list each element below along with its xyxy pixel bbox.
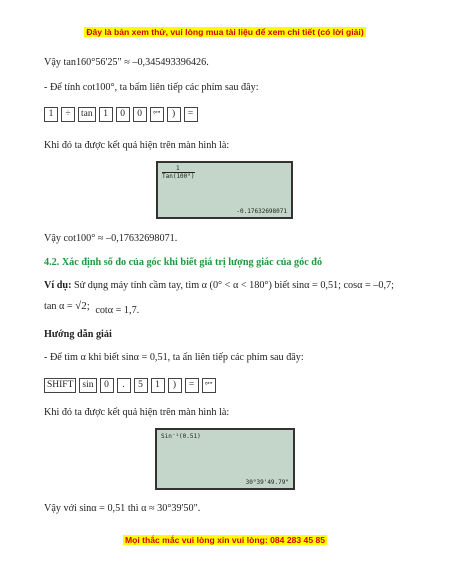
- screen1-expression: Tan(100°): [162, 173, 195, 180]
- key-equals: =: [185, 378, 199, 393]
- key-1: 1: [99, 107, 113, 122]
- screen1-result: -0.17632698071: [236, 208, 287, 215]
- bottom-banner: Mọi thắc mắc vui lòng xin vui lòng: 084 283 45 85: [124, 535, 326, 545]
- key-1: 1: [44, 107, 58, 122]
- key-degree: °'": [150, 107, 164, 122]
- tan-value: √2;: [75, 300, 90, 312]
- screen1-caption: Khi đó ta được kết quả hiện trên màn hình là:: [44, 140, 230, 151]
- key-5: 5: [134, 378, 148, 393]
- example-label: Ví dụ:: [44, 280, 72, 291]
- key-divide: ÷: [61, 107, 75, 122]
- key-close-paren: ): [167, 107, 181, 122]
- section-heading: 4.2. Xác định số đo của góc khi biết giá trị lượng giác của góc đó: [44, 257, 323, 268]
- screen2-expression: Sin⁻¹(0.51): [161, 433, 201, 440]
- cot-result: Vậy cot100° ≈ –0,17632698071.: [44, 233, 178, 244]
- cot-intro: - Để tính cot100°, ta bấm liên tiếp các phím sau đây:: [44, 82, 259, 93]
- guide-heading: Hướng dẫn giải: [44, 329, 112, 340]
- key-tan: tan: [78, 107, 96, 122]
- key-1: 1: [151, 378, 165, 393]
- calculator-screen-1: [156, 161, 293, 219]
- key-degree: °'": [202, 378, 216, 393]
- key-decimal: .: [117, 378, 131, 393]
- calculator-screen-2: [155, 428, 295, 490]
- key-0: 0: [133, 107, 147, 122]
- top-banner: Đây là bản xem thử, vui lòng mua tài liệu để xem chi tiết (có lời giải): [86, 27, 364, 37]
- screen1-numerator: 1: [176, 165, 180, 172]
- key-sin: sin: [79, 378, 96, 393]
- example-text: Sử dụng máy tính cầm tay, tìm α (0° < α < 180°) biết sinα = 0,51; cosα = –0,7;: [71, 280, 394, 291]
- screen2-caption: Khi đó ta được kết quả hiện trên màn hình là:: [44, 407, 230, 418]
- key-0: 0: [100, 378, 114, 393]
- final-result: Vậy với sinα = 0,51 thì α ≈ 30°39'50".: [44, 503, 201, 514]
- key-equals: =: [184, 107, 198, 122]
- key-shift: SHIFT: [44, 378, 76, 393]
- screen2-result: 30°39'49.79": [245, 479, 289, 486]
- example-line: [44, 280, 394, 291]
- tan-expression: tan α =: [44, 301, 76, 312]
- sin-intro: - Để tìm α khi biết sinα = 0,51, ta ấn liên tiếp các phím sau đây:: [44, 352, 304, 363]
- key-close-paren: ): [168, 378, 182, 393]
- key-0: 0: [116, 107, 130, 122]
- tan160-result: Vậy tan160°56'25" ≈ –0,345493396426.: [44, 57, 209, 68]
- key-sequence-cot: [44, 107, 198, 122]
- cot-expression: cotα = 1,7.: [95, 305, 140, 316]
- key-sequence-sin: [44, 378, 216, 393]
- tan-cot-line: [44, 300, 140, 316]
